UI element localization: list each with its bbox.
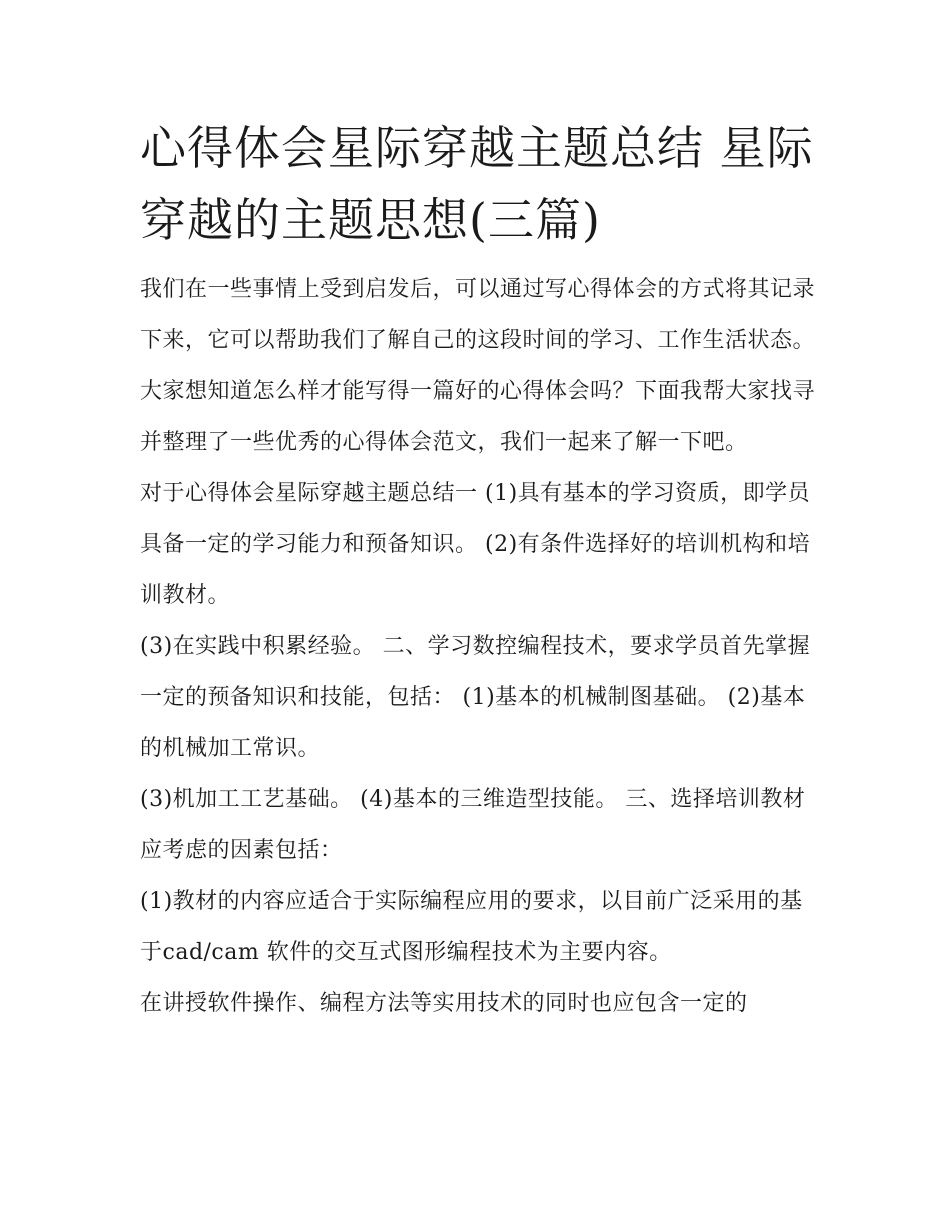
paragraph-intro: 我们在一些事情上受到启发后，可以通过写心得体会的方式将其记录下来，它可以帮助我们了解自己的这段时间的学习、工作生活状态。大家想知道怎么样才能写得一篇好的心得体会吗？下面我帮大家找寻并整理了一些优秀的心得体会范文，我们一起来了解一下吧。 [140,277,816,455]
paragraph-experience: (3)在实践中积累经验。 二、学习数控编程技术，要求学员首先掌握一定的预备知识和技能，包括： (1)基本的机械制图基础。 (2)基本的机械加工常识。 [140,634,811,761]
paragraph-summary-one: 对于心得体会星际穿越主题总结一 (1)具有基本的学习资质，即学员具备一定的学习能力和预备知识。 (2)有条件选择好的培训机构和培训教材。 [140,481,811,608]
document-page [140,112,820,1029]
paragraph-teaching: 在讲授软件操作、编程方法等实用技术的同时也应包含一定的 [140,991,748,1016]
paragraph-textbook: (1)教材的内容应适合于实际编程应用的要求，以目前广泛采用的基于cad/cam 软件的交互式图形编程技术为主要内容。 [140,889,803,965]
paragraph-skills: (3)机加工工艺基础。 (4)基本的三维造型技能。 三、选择培训教材应考虑的因素包括： [140,787,806,863]
document-title: 心得体会星际穿越主题总结 星际穿越的主题思想(三篇) [140,121,814,247]
